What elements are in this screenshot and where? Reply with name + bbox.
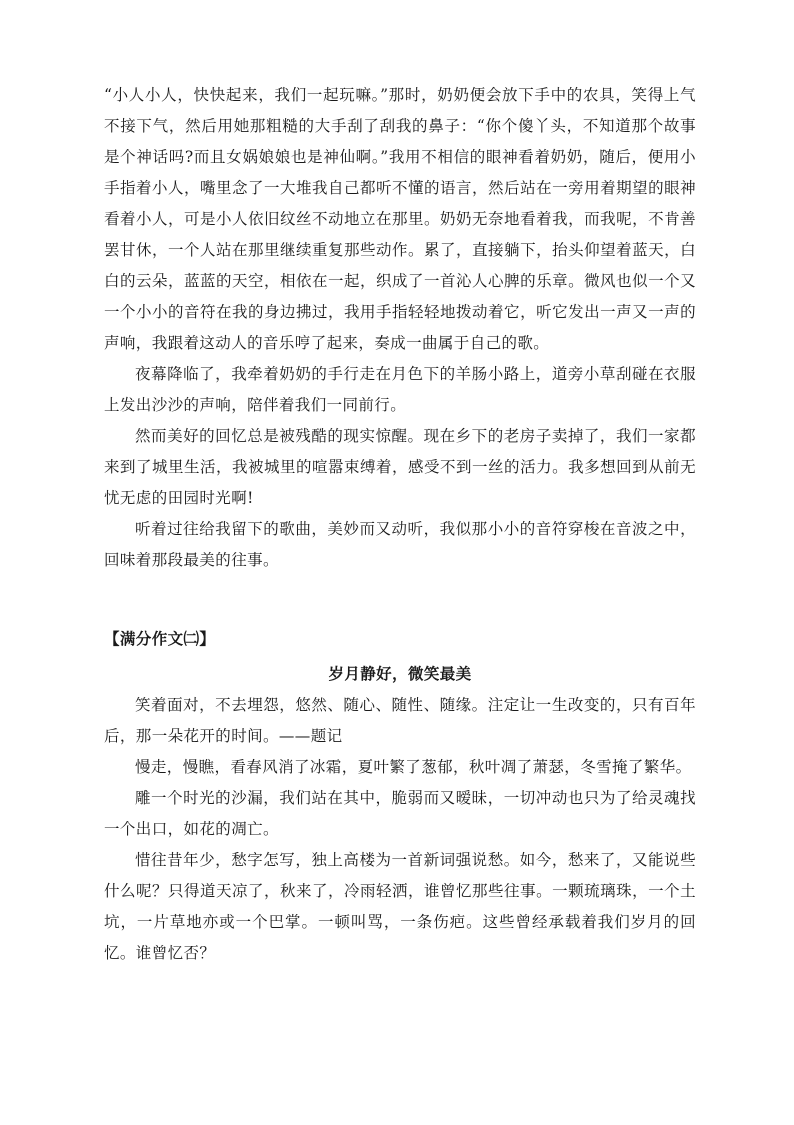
essay1-paragraph-4: 听着过往给我留下的歌曲，美妙而又动听，我似那小小的音符穿梭在音波之中，回味着那段最美的往事。 — [104, 520, 696, 569]
essay1-paragraph-3: 然而美好的回忆总是被残酷的现实惊醒。现在乡下的老房子卖掉了，我们一家都来到了城里生活，我被城里的喧嚣束缚着，感受不到一丝的活力。我多想回到从前无忧无虑的田园时光啊! — [104, 427, 696, 507]
essay2-paragraph-3: 雕一个时光的沙漏，我们站在其中，脆弱而又暧昧，一切冲动也只为了给灵魂找一个出口，如花的凋亡。 — [104, 789, 696, 838]
essay2-paragraph-1: 笑着面对，不去埋怨，悠然、随心、随性、随缘。注定让一生改变的，只有百年后，那一朵花开的时间。——题记 — [104, 696, 696, 745]
essay2-title: 岁月静好，微笑最美 — [328, 665, 472, 683]
essay1-paragraph-2: 夜幕降临了，我牵着奶奶的手行走在月色下的羊肠小路上，道旁小草刮碰在衣服上发出沙沙的声响，陪伴着我们一同前行。 — [104, 365, 696, 414]
essay1-paragraph-1: “小人小人，快快起来，我们一起玩嘛。”那时，奶奶便会放下手中的农具，笑得上气不接下气，然后用她那粗糙的大手刮了刮我的鼻子：“你个傻丫头，不知道那个故事是个神话吗?而且女娲娘娘也是神仙啊。”我用不相信的眼神看着奶奶，随后，便用小手指着小人，嘴里念了一大堆我自己都听不懂的语言，然后站在一旁用着期望的眼神看着小人，可是小人依旧纹丝不动地立在那里。奶奶无奈地看着我，而我呢，不肯善罢甘休，一个人站在那里继续重复那些动作。累了，直接躺下，抬头仰望着蓝天，白白的云朵，蓝蓝的天空，相依在一起，织成了一首沁人心脾的乐章。微风也似一个又一个小小的音符在我的身边拂过，我用手指轻轻地拨动着它，听它发出一声又一声的声响，我跟着这动人的音乐哼了起来，奏成一曲属于自己的歌。 — [104, 86, 696, 352]
section-spacer — [104, 576, 696, 624]
section-label: 【满分作文㈡】 — [104, 630, 216, 648]
document-page — [104, 80, 696, 969]
essay2-paragraph-4: 惜往昔年少，愁字怎写，独上高楼为一首新词强说愁。如今，愁来了，又能说些什么呢？只得道天凉了，秋来了，冷雨轻洒，谁曾忆那些往事。一颗琉璃珠，一个土坑，一片草地亦或一个巴掌。一顿叫骂，一条伤疤。这些曾经承载着我们岁月的回忆。谁曾忆否？ — [104, 851, 696, 962]
essay2-paragraph-2: 慢走，慢瞧，看春风消了冰霜，夏叶繁了葱郁，秋叶凋了萧瑟，冬雪掩了繁华。 — [135, 758, 692, 776]
